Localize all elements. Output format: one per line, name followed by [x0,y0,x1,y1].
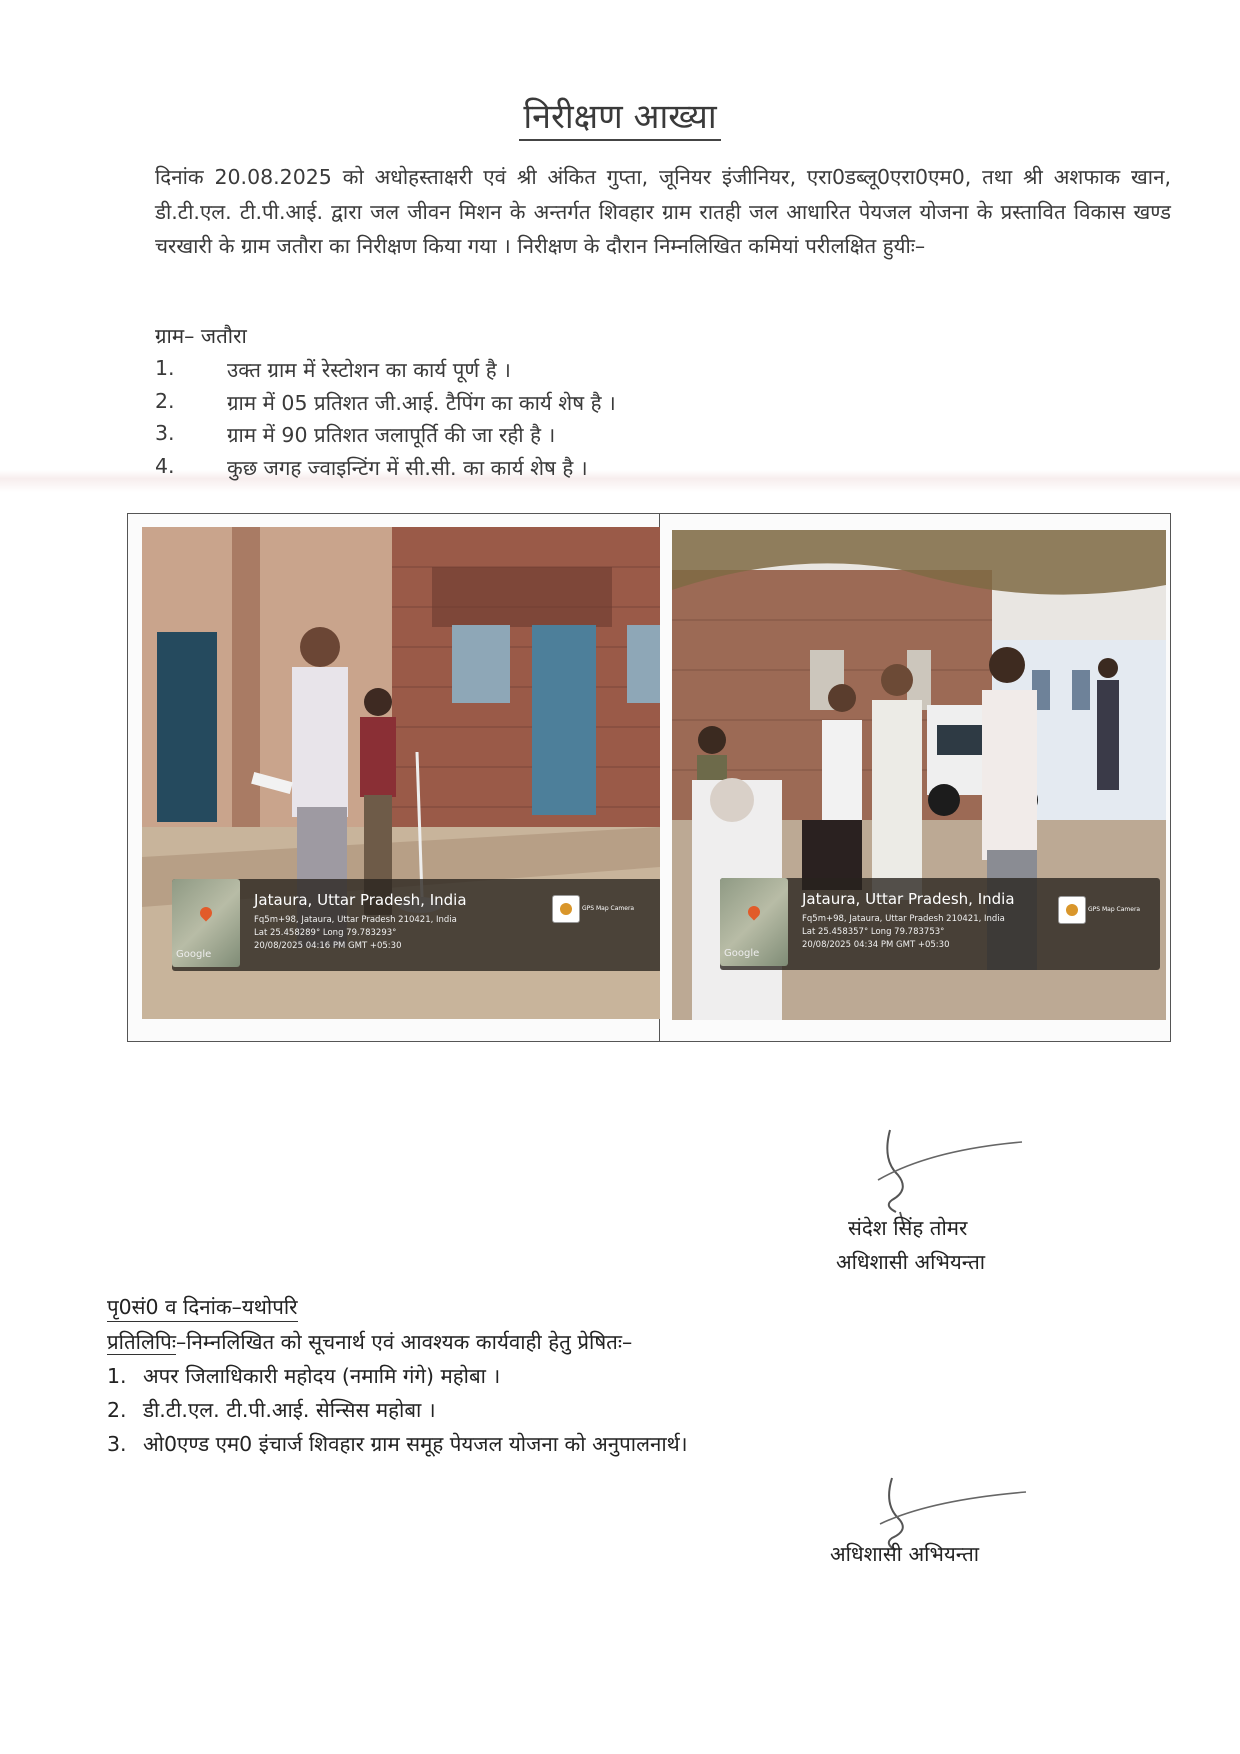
geotag-overlay [172,879,660,971]
geotag-location: Jataura, Uttar Pradesh, India [254,891,467,909]
observation-text: कुछ जगह ज्वाइन्टिंग में सी.सी. का कार्य शेष है । [227,456,588,480]
observation-number: 3. [155,421,175,445]
recipient-text: डी.टी.एल. टी.पी.आई. सेन्सिस महोबा । [143,1398,436,1422]
recipient-item [107,1362,500,1390]
recipient-item [107,1430,688,1458]
camera-app-icon [552,895,580,923]
geotag-coordinates: Lat 25.458357° Long 79.783753° [802,927,945,937]
endorsement-designation: अधिशासी अभियन्ता [830,1542,980,1566]
map-thumbnail [172,879,240,967]
recipient-number: 2. [107,1398,127,1422]
map-thumbnail [720,878,788,966]
title-text: निरीक्षण आख्या [519,97,720,141]
map-brand: Google [724,948,760,959]
observation-text: ग्राम में 05 प्रतिशत जी.आई. टैपिंग का कार्य शेष है । [227,391,616,415]
recipient-text: ओ0एण्ड एम0 इंचार्ज शिवहार ग्राम समूह पेयजल योजना को अनुपालनार्थ। [143,1432,688,1456]
inspection-photo-1 [142,527,660,1019]
document-title [0,92,1240,138]
recipient-number: 3. [107,1432,127,1456]
copy-text: –निम्नलिखित को सूचनार्थ एवं आवश्यक कार्यवाही हेतु प्रेषितः– [175,1330,633,1354]
camera-app-icon [1058,896,1086,924]
geotag-address: Fq5m+98, Jataura, Uttar Pradesh 210421, India [254,915,457,925]
intro-paragraph: दिनांक 20.08.2025 को अधोहस्ताक्षरी एवं श्री अंकित गुप्ता, जूनियर इंजीनियर, एरा0डब्लू0एरा0एम0, तथा श्री अशफाक खान, डी.टी.एल. टी.पी.आई. द्वारा जल जीवन मिशन के अन्तर्गत शिवहार ग्राम रातही जल आधारित पेयजल योजना के प्रस्तावित विकास खण्ड चरखारी के ग्राम जतौरा का निरीक्षण किया गया । निरीक्षण के दौरान निम्नलिखित कमियां परीलक्षित हुयीः– [155,165,1171,258]
village-heading: ग्राम– जतौरा [155,324,247,348]
inspection-photo-2 [672,530,1166,1020]
geotag-location: Jataura, Uttar Pradesh, India [802,890,1015,908]
observation-number: 4. [155,454,175,478]
signatory-designation: अधिशासी अभियन्ता [836,1250,986,1274]
map-pin-icon [198,905,215,922]
recipient-text: अपर जिलाधिकारी महोदय (नमामि गंगे) महोबा । [143,1364,501,1388]
geotag-address: Fq5m+98, Jataura, Uttar Pradesh 210421, India [802,914,1005,924]
copy-label: प्रतिलिपिः [107,1330,176,1354]
reference-line: पृ0सं0 व दिनांक–यथोपरि [107,1293,298,1322]
observation-text: ग्राम में 90 प्रतिशत जलापूर्ति की जा रही है । [227,423,556,447]
observation-number: 2. [155,389,175,413]
geotag-coordinates: Lat 25.458289° Long 79.783293° [254,928,397,938]
geotag-timestamp: 20/08/2025 04:16 PM GMT +05:30 [254,941,402,951]
map-pin-icon [746,904,763,921]
geotag-overlay [720,878,1160,970]
recipient-number: 1. [107,1364,127,1388]
geotag-timestamp: 20/08/2025 04:34 PM GMT +05:30 [802,940,950,950]
signatory-name: संदेश सिंह तोमर [848,1216,968,1240]
map-brand: Google [176,949,212,960]
recipient-item [107,1396,436,1424]
copy-heading [107,1328,632,1356]
observation-text: उक्त ग्राम में रेस्टोशन का कार्य पूर्ण है । [227,358,511,382]
observation-number: 1. [155,356,175,380]
camera-app-label: GPS Map Camera [1088,906,1141,913]
camera-app-label: GPS Map Camera [582,905,635,912]
